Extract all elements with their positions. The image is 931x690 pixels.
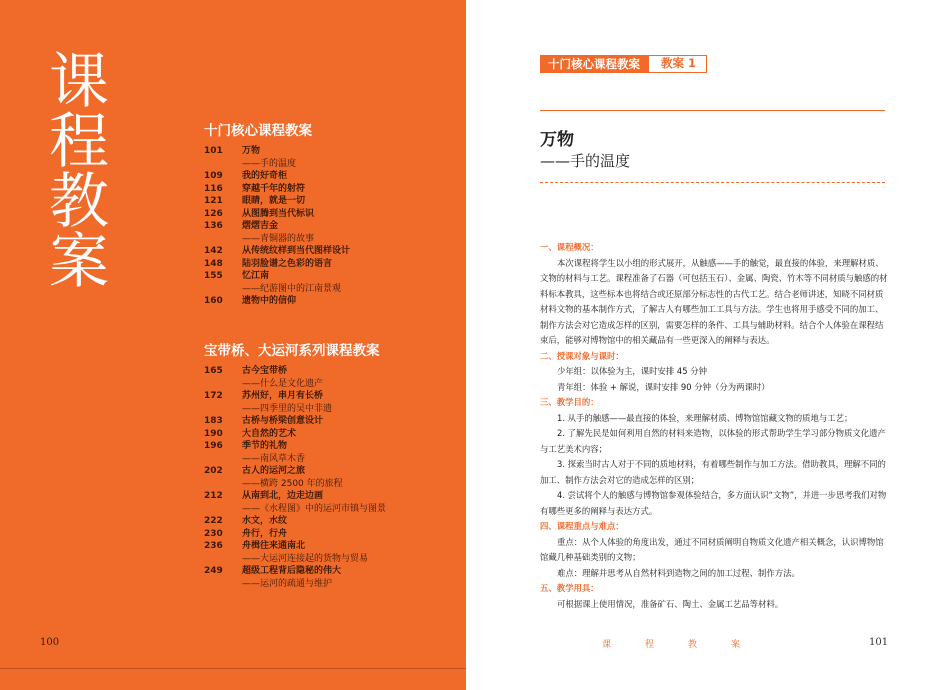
toc-page-number: 101 — [204, 146, 223, 156]
toc-title: 穿越千年的射符 — [242, 183, 306, 194]
toc-section1 — [204, 145, 454, 308]
big-title — [44, 47, 114, 297]
section-paragraph: 少年组：以体验为主，课时安排 45 分钟 — [557, 366, 707, 376]
toc-title: 陆羽脸谱之色彩的语言 — [242, 258, 333, 269]
toc-page-number: 222 — [204, 516, 223, 526]
header-lesson-label: 教案 1 — [648, 55, 707, 73]
toc-entry-row — [204, 245, 454, 258]
lesson-body — [540, 240, 890, 612]
toc-page-number: 109 — [204, 171, 223, 181]
toc-title: 季节的礼物 — [242, 441, 288, 451]
toc-title: 眼睛，就是一切 — [242, 196, 306, 206]
toc-title: ——手的温度 — [242, 158, 297, 169]
section-heading: 二、授课对象与课时： — [540, 350, 624, 361]
section-heading: 五、教学用具： — [540, 583, 599, 593]
toc-entry-row — [204, 195, 454, 208]
header-series-label: 十门核心课程教案 — [540, 55, 648, 73]
toc-title: 大自然的艺术 — [242, 428, 297, 439]
section-heading: 三、教学目的： — [540, 397, 599, 407]
toc-page-number: 136 — [204, 221, 223, 231]
toc-title: ——南风草木香 — [242, 453, 306, 464]
toc-entry-row — [204, 440, 454, 453]
toc-page-number: 190 — [204, 428, 223, 439]
bottom-rule — [0, 668, 466, 669]
section-paragraph: 可根据课上使用情况，准备矿石、陶土、金属工艺品等材料。 — [557, 598, 784, 609]
toc-title: 水文，水纹 — [242, 516, 288, 526]
toc-title: 古人的运河之旅 — [242, 466, 306, 476]
toc-entry-row — [204, 515, 454, 528]
title-top-rule — [540, 110, 885, 111]
toc-section1-title: 十门核心课程教案 — [204, 123, 312, 139]
section-paragraph: 重点：从个人体验的角度出发，通过不同材质阐明自物质文化遗产相关概念，认识博物馆馆藏几种基础类别的文物； — [540, 536, 884, 562]
header-tag — [540, 55, 707, 73]
toc-page-number: 172 — [204, 391, 223, 401]
toc-page-number: 142 — [204, 246, 223, 256]
section-paragraph: 1. 从手的触感——最直接的体验，来理解材质、博物馆馆藏文物的质地与工艺； — [557, 412, 853, 423]
section-paragraph: 3. 探索当时古人对于不同的质地材料，有着哪些制作与加工方法。借助教具，理解不同的加工、制作方法会对它的造成怎样的区别； — [540, 459, 886, 485]
page-number-left: 100 — [40, 637, 60, 648]
toc-title: ——《水程图》中的运河市镇与图景 — [242, 503, 387, 514]
toc-subtitle-row — [204, 283, 454, 296]
toc-subtitle-row — [204, 578, 454, 591]
toc-section2-title: 宝带桥、大运河系列课程教案 — [204, 343, 380, 359]
section-paragraph: 本次课程将学生以小组的形式展开，从触感——手的触觉，最直接的体验，来理解材质、文物的材料与工艺。课程准备了石器（可包括玉石）、金属、陶瓷、竹木等不同材质与触感的材料标本教具，这些标本也将结合或还原部分标志性的古代工艺。结合老师讲述，知晓不同材质材料文物的基本制作方式，了解古人有哪些加工工具与方法。学生也将用手感受不同的加工、制作方法会对它造成怎样的区别，需要怎样的条件、工具与辅助材料。结合个人体验在课程结束后，能够对博物馆中的相关藏品有一些更深入的阐释与表达。 — [540, 257, 888, 345]
big-title-char: 案 — [49, 227, 109, 297]
toc-entry-row — [204, 145, 454, 158]
toc-entry-row — [204, 565, 454, 578]
toc-entry-row — [204, 258, 454, 271]
toc-entry-row — [204, 208, 454, 221]
toc-subtitle-row — [204, 233, 454, 246]
big-title-char: 课 — [49, 47, 109, 117]
toc-page-number: 183 — [204, 416, 223, 426]
toc-page-number: 121 — [204, 196, 223, 206]
toc-entry-row — [204, 490, 454, 503]
big-title-char: 教 — [49, 167, 109, 237]
toc-page-number: 165 — [204, 366, 223, 376]
toc-title: 从南到北，边走边画 — [242, 491, 324, 501]
toc-title: ——四季里的吴中非遗 — [242, 403, 333, 414]
toc-subtitle-row — [204, 453, 454, 466]
toc-page-number: 202 — [204, 466, 223, 476]
toc-title: 万物 — [242, 146, 261, 156]
footer-char: 教 — [688, 640, 698, 650]
toc-subtitle-row — [204, 503, 454, 516]
section-heading: 四、课程重点与难点： — [540, 521, 624, 531]
toc-entry-row — [204, 528, 454, 541]
toc-entry-row — [204, 390, 454, 403]
toc-title: 舟行，行舟 — [242, 528, 288, 539]
toc-title: ——什么是文化遗产 — [242, 378, 324, 389]
toc-title: ——横跨 2500 年的旅程 — [242, 478, 343, 489]
footer-char: 案 — [731, 640, 741, 650]
toc-entry-row — [204, 170, 454, 183]
toc-title: ——运河的疏通与维护 — [242, 578, 333, 589]
section-paragraph: 2. 了解先民是如何利用自然的材料来造物，以体验的形式帮助学生学习部分物质文化遗产与工艺美术内容； — [540, 428, 886, 454]
toc-entry-row — [204, 415, 454, 428]
toc-page-number: 160 — [204, 296, 223, 306]
toc-title: 从图腾到当代标识 — [242, 208, 315, 219]
toc-page-number: 212 — [204, 491, 223, 501]
toc-title: ——青铜器的故事 — [242, 233, 315, 244]
footer-char: 程 — [645, 640, 655, 650]
toc-subtitle-row — [204, 378, 454, 391]
section-paragraph: 青年组：体验 + 解说，课时安排 90 分钟（分为两课时） — [557, 381, 770, 392]
toc-title: ——大运河连接起的货物与贸易 — [242, 553, 369, 564]
toc-entry-row — [204, 295, 454, 308]
toc-title: 古今宝带桥 — [242, 366, 288, 376]
big-title-char: 程 — [49, 107, 109, 177]
lesson-subtitle: ——手的温度 — [540, 152, 631, 170]
toc-page-number: 126 — [204, 208, 223, 219]
toc-title: 苏州好，串月有长桥 — [242, 391, 324, 401]
toc-subtitle-row — [204, 478, 454, 491]
lesson-title: 万物 — [540, 130, 574, 150]
toc-section2 — [204, 365, 454, 590]
toc-subtitle-row — [204, 403, 454, 416]
toc-entry-row — [204, 540, 454, 553]
toc-page-number: 196 — [204, 441, 223, 451]
toc-title: 舟楫往来通南北 — [242, 541, 306, 551]
toc-entry-row — [204, 428, 454, 441]
section-paragraph: 4. 尝试将个人的触感与博物馆参观体验结合，多方面认识“文物”，并进一步思考我们对物有哪些更多的阐释与表达方式。 — [540, 490, 887, 516]
section-paragraph: 难点：理解并思考从自然材料到造物之间的加工过程、制作方法。 — [557, 567, 800, 578]
section-heading: 一、课程概况： — [540, 242, 599, 252]
toc-entry-row — [204, 365, 454, 378]
toc-entry-row — [204, 270, 454, 283]
toc-subtitle-row — [204, 553, 454, 566]
toc-page-number: 230 — [204, 528, 223, 539]
toc-page-number: 236 — [204, 541, 223, 551]
page-number-right: 101 — [869, 637, 889, 648]
title-bottom-rule — [540, 182, 885, 183]
toc-subtitle-row — [204, 158, 454, 171]
toc-title: 忆江南 — [242, 271, 270, 281]
toc-title: 遗物中的信仰 — [242, 296, 297, 306]
toc-page-number: 155 — [204, 271, 223, 281]
toc-page-number: 148 — [204, 258, 223, 269]
toc-page-number: 116 — [204, 183, 223, 194]
toc-title: 古桥与桥梁创意设计 — [242, 416, 324, 426]
footer-char: 课 — [602, 640, 612, 650]
toc-title: 从传统纹样到当代图样设计 — [242, 246, 351, 256]
toc-page-number: 249 — [204, 566, 223, 576]
toc-title: 超级工程背后隐秘的伟大 — [242, 566, 342, 576]
toc-title: 熠熠吉金 — [242, 221, 279, 231]
toc-title: ——纪游图中的江南景观 — [242, 283, 342, 294]
toc-entry-row — [204, 183, 454, 196]
toc-title: 我的好奇柜 — [242, 171, 288, 181]
toc-entry-row — [204, 220, 454, 233]
toc-entry-row — [204, 465, 454, 478]
